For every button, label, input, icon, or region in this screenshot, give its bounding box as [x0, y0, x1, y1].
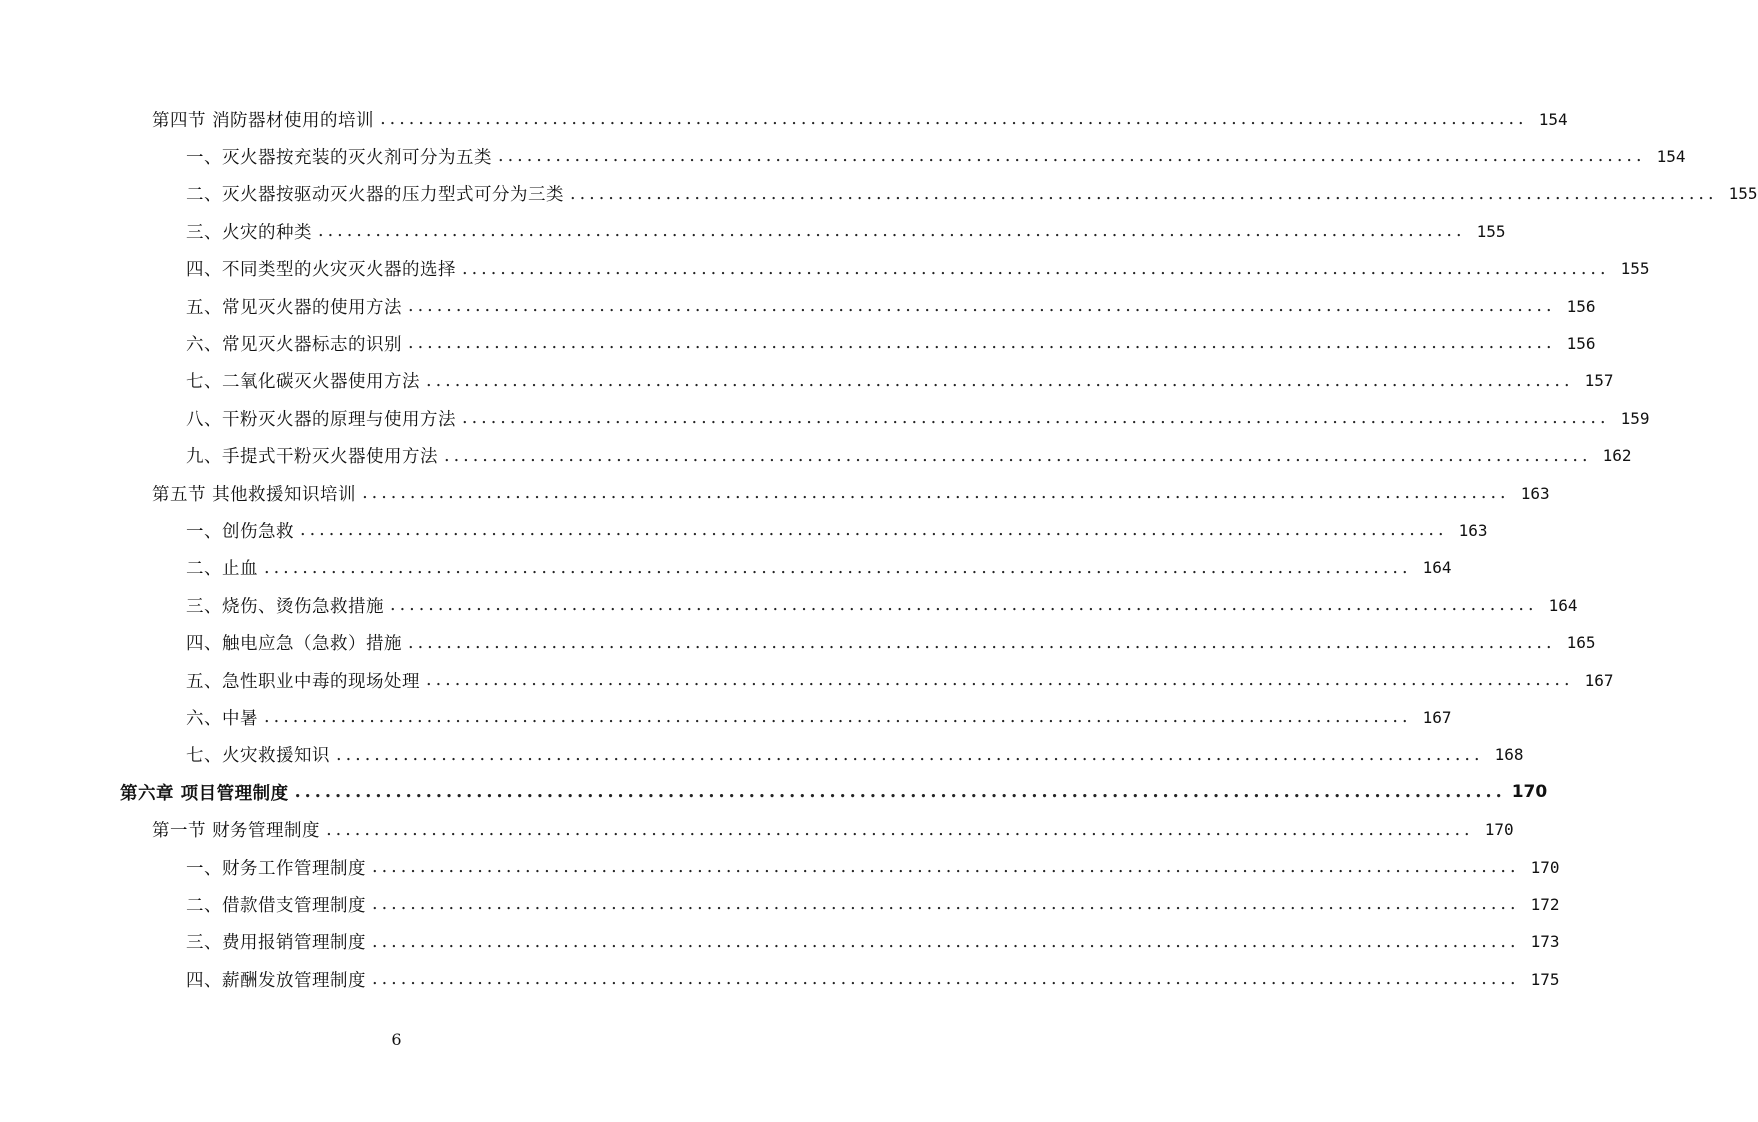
toc-entry-title: 四、触电应急（急救）措施 — [186, 634, 402, 655]
toc-entry[interactable] — [186, 736, 1524, 774]
toc-entry-page: 163 — [1520, 483, 1550, 503]
toc-entry-page: 172 — [1530, 894, 1560, 914]
toc-entry-title: 六、中暑 — [186, 708, 258, 729]
toc-entry[interactable] — [186, 212, 1506, 250]
toc-entry-title: 第一节 财务管理制度 — [152, 821, 321, 842]
toc-entry-title: 七、火灾救援知识 — [186, 746, 330, 767]
toc-entry[interactable] — [186, 923, 1560, 961]
toc-dot-leader: ........................................................................................................................ — [294, 782, 1506, 803]
toc-entry-title: 二、止血 — [186, 559, 258, 580]
toc-dot-leader: ........................................................................................................................ — [408, 632, 1556, 653]
toc-dot-leader: ........................................................................................................................ — [462, 258, 1610, 279]
toc-entry-title: 一、灭火器按充装的灭火剂可分为五类 — [186, 147, 492, 168]
toc-dot-leader: ........................................................................................................................ — [300, 520, 1448, 541]
toc-entry-page: 164 — [1548, 595, 1578, 615]
toc-entry-page: 167 — [1422, 707, 1452, 727]
toc-entry-page: 170 — [1484, 820, 1514, 840]
toc-dot-leader: ........................................................................................................................ — [380, 109, 1528, 129]
toc-entry-title: 二、借款借支管理制度 — [186, 895, 366, 916]
toc-entry[interactable] — [186, 848, 1560, 886]
toc-entry[interactable] — [186, 586, 1578, 624]
toc-entry[interactable] — [186, 324, 1596, 362]
toc-dot-leader: ........................................................................................................................ — [462, 408, 1610, 429]
toc-entry-page: 164 — [1422, 558, 1452, 578]
toc-entry[interactable] — [186, 399, 1650, 437]
toc-entry-title: 二、灭火器按驱动灭火器的压力型式可分为三类 — [186, 185, 564, 206]
toc-entry-title: 五、常见灭火器的使用方法 — [186, 297, 402, 318]
toc-entry-title: 三、烧伤、烫伤急救措施 — [186, 596, 384, 617]
toc-entry[interactable] — [186, 885, 1560, 923]
toc-dot-leader: ........................................................................................................................ — [362, 483, 1510, 503]
toc-dot-leader: ........................................................................................................................ — [372, 894, 1520, 915]
toc-entry-page: 175 — [1530, 969, 1560, 989]
toc-entry-page: 168 — [1494, 745, 1524, 765]
toc-entry[interactable] — [186, 250, 1650, 288]
toc-entry-page: 170 — [1511, 782, 1548, 803]
toc-entry-title: 三、费用报销管理制度 — [186, 933, 366, 954]
toc-entry-title: 四、不同类型的火灾灭火器的选择 — [186, 260, 456, 281]
toc-entry-page: 155 — [1728, 184, 1758, 204]
page-number: 6 — [391, 1030, 402, 1049]
toc-entry[interactable] — [186, 511, 1488, 549]
toc-dot-leader: ........................................................................................................................ — [408, 296, 1556, 316]
toc-entry[interactable] — [186, 698, 1452, 736]
toc-dot-leader: ........................................................................................................................ — [372, 857, 1520, 877]
toc-entry-title: 五、急性职业中毒的现场处理 — [186, 671, 420, 692]
toc-entry-title: 八、干粉灭火器的原理与使用方法 — [186, 409, 456, 430]
toc-entry-page: 167 — [1584, 670, 1614, 690]
toc-entry[interactable] — [186, 437, 1632, 475]
toc-entry[interactable] — [186, 287, 1596, 325]
toc-dot-leader: ........................................................................................................................ — [372, 969, 1520, 990]
toc-dot-leader: ........................................................................................................................ — [408, 333, 1556, 354]
toc-entry-page: 154 — [1538, 109, 1568, 129]
toc-entry[interactable] — [186, 362, 1614, 400]
toc-entry-page: 163 — [1458, 520, 1488, 540]
toc-dot-leader: ........................................................................................................................ — [426, 670, 1574, 690]
toc-dot-leader: ........................................................................................................................ — [498, 146, 1646, 167]
toc-entry-title: 九、手提式干粉灭火器使用方法 — [186, 447, 438, 468]
toc-entry-page: 155 — [1476, 221, 1506, 241]
toc-entry-page: 165 — [1566, 633, 1596, 653]
toc-entry-page: 173 — [1530, 932, 1560, 952]
toc-entry-title: 六、常见灭火器标志的识别 — [186, 334, 402, 355]
toc-dot-leader: ........................................................................................................................ — [444, 445, 1592, 466]
toc-dot-leader: ........................................................................................................................ — [570, 183, 1718, 204]
toc-entry-page: 156 — [1566, 296, 1596, 316]
toc-entry-page: 159 — [1620, 408, 1650, 428]
toc-dot-leader: ........................................................................................................................ — [390, 595, 1538, 616]
toc-dot-leader: ........................................................................................................................ — [318, 221, 1466, 242]
toc-entry-title: 第四节 消防器材使用的培训 — [152, 110, 375, 131]
toc-entry-title: 四、薪酬发放管理制度 — [186, 970, 366, 991]
toc-entry[interactable] — [152, 100, 1568, 138]
toc-entry[interactable] — [120, 773, 1548, 811]
toc-entry[interactable] — [186, 175, 1758, 213]
toc-dot-leader: ........................................................................................................................ — [264, 557, 1412, 578]
toc-entry-title: 一、财务工作管理制度 — [186, 858, 366, 879]
toc-entry[interactable] — [152, 474, 1550, 512]
toc-entry-title: 一、创伤急救 — [186, 521, 294, 542]
toc-entry-title: 第六章 项目管理制度 — [120, 783, 289, 804]
toc-entry-title: 三、火灾的种类 — [186, 222, 312, 243]
toc-entry[interactable] — [152, 811, 1514, 849]
toc-entry-page: 157 — [1584, 371, 1614, 391]
toc-entry[interactable] — [186, 661, 1614, 699]
toc-dot-leader: ........................................................................................................................ — [336, 744, 1484, 765]
toc-entry-page: 170 — [1530, 857, 1560, 877]
toc-entry-page: 155 — [1620, 259, 1650, 279]
toc-dot-leader: ........................................................................................................................ — [326, 819, 1474, 840]
toc-entry[interactable] — [186, 960, 1560, 998]
toc-entry-page: 162 — [1602, 446, 1632, 466]
toc-entry[interactable] — [186, 624, 1596, 662]
toc-entry-title: 第五节 其他救援知识培训 — [152, 484, 357, 505]
toc-dot-leader: ........................................................................................................................ — [372, 931, 1520, 952]
toc-dot-leader: ........................................................................................................................ — [426, 370, 1574, 391]
toc-entry-title: 七、二氧化碳灭火器使用方法 — [186, 372, 420, 393]
toc-dot-leader: ........................................................................................................................ — [264, 707, 1412, 728]
toc-entry[interactable] — [186, 549, 1452, 587]
toc-entry-page: 154 — [1656, 146, 1686, 166]
toc-entry[interactable] — [186, 137, 1686, 175]
toc-entry-page: 156 — [1566, 333, 1596, 353]
